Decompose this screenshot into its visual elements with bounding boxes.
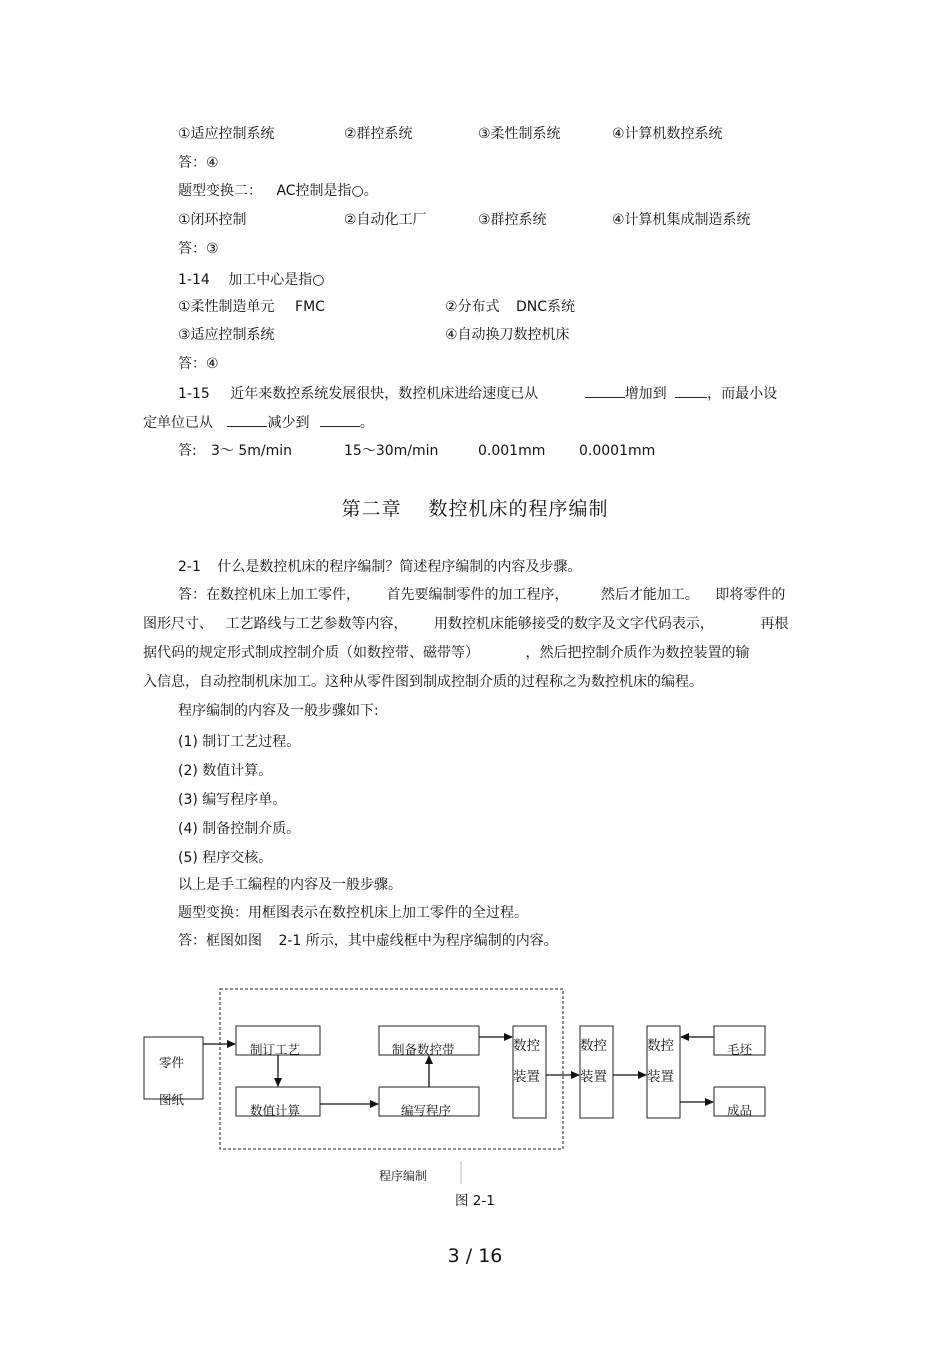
figure-caption: 图 2-1 (455, 1193, 495, 1209)
ans-line2-part3: 用数控机床能够接受的数字及文字代码表示， (433, 616, 714, 632)
q1-13-answer: 答：④ (178, 155, 219, 171)
part-drawing-label-1: 零件 (159, 1055, 185, 1070)
step-1: (1) 制订工艺过程。 (178, 734, 301, 750)
variant: 题型变换：用框图表示在数控机床上加工零件的全过程。 (178, 905, 528, 921)
dashed-frame (220, 989, 563, 1149)
summary: 以上是手工编程的内容及一般步骤。 (178, 877, 402, 893)
step-5: (5) 程序交核。 (178, 850, 273, 866)
q1-14-option-4: ④自动换刀数控机床 (445, 327, 570, 343)
page-number: 3 / 16 (447, 1245, 503, 1267)
nc-device-1-label-1: 数控 (513, 1038, 540, 1054)
step-4: (4) 制备控制介质。 (178, 821, 301, 837)
q1-15-number: 1-15 (178, 386, 210, 402)
steps-intro: 程序编制的内容及一般步骤如下: (178, 703, 379, 719)
variant2-option-3: ③群控系统 (478, 212, 547, 228)
ans-line1-part3: 然后才能加工。 (600, 587, 699, 603)
q1-15-answer-2: 15～30m/min (344, 443, 439, 459)
q1-14-option-1-abbr: FMC (295, 299, 325, 315)
q1-15-text-4: 定单位已从 (143, 415, 213, 431)
q2-1-number: 2-1 (178, 559, 201, 575)
q1-15-text-5: 减少到 (267, 415, 310, 431)
ans-line1-part1: 答：在数控机床上加工零件， (178, 587, 360, 603)
nc-device-3-label-2: 装置 (647, 1069, 674, 1085)
product-label: 成品 (727, 1103, 753, 1118)
q1-14-option-1-text: ①柔性制造单元 (178, 299, 275, 315)
q1-14-text: 加工中心是指○ (228, 272, 325, 288)
ans-line3-part2: ，然后把控制介质作为数控装置的输 (525, 645, 750, 661)
q1-15-text-6: 。 (359, 415, 374, 431)
q1-15-answer-1: 3～ 5m/min (211, 443, 293, 459)
ans-line2-part4: 再根 (760, 616, 789, 632)
ans-line1-part4: 即将零件的 (715, 587, 786, 603)
q2-1-text: 什么是数控机床的程序编制？简述程序编制的内容及步骤。 (217, 559, 582, 575)
variant2-answer: 答：③ (178, 241, 219, 257)
ans-line2-part2: 工艺路线与工艺参数等内容， (225, 616, 408, 632)
process-label: 制订工艺 (250, 1042, 301, 1057)
step-2: (2) 数值计算。 (178, 763, 273, 779)
q1-15-answer-4: 0.0001mm (579, 443, 656, 459)
q1-13-option-3: ③柔性制系统 (478, 126, 561, 142)
make-tape-label: 制备数控带 (392, 1042, 455, 1057)
q2-1-answer-line-4: 入信息，自动控制机床加工。这种从零件图到制成控制介质的过程称之为数控机床的编程。 (143, 674, 703, 690)
ans-line1-part2: 首先要编制零件的加工程序， (386, 587, 569, 603)
variant-answer-part1: 答：框图如图 (178, 933, 262, 949)
q1-14-option-2-abbr: DNC系统 (516, 299, 576, 315)
variant-answer-part2: 2-1 所示，其中虚线框中为程序编制的内容。 (278, 933, 558, 949)
nc-device-1-label-2: 装置 (513, 1069, 540, 1085)
write-program-label: 编写程序 (401, 1103, 452, 1118)
variant2-option-2: ②自动化工厂 (344, 212, 427, 228)
q1-13-option-1: ①适应控制系统 (178, 126, 275, 142)
q1-13-option-2: ②群控系统 (344, 126, 413, 142)
variant2-question-text: AC控制是指○。 (276, 183, 378, 199)
step-3: (3) 编写程序单。 (178, 792, 287, 808)
q1-14-option-3: ③适应控制系统 (178, 327, 275, 343)
nc-device-2-label-1: 数控 (580, 1038, 607, 1054)
calc-label: 数值计算 (250, 1103, 301, 1118)
nc-device-2-label-2: 装置 (580, 1069, 607, 1085)
q1-13-option-4: ④计算机数控系统 (612, 126, 723, 142)
q1-15-answer-3: 0.001mm (478, 443, 546, 459)
q1-14-option-2-text: ②分布式 (445, 299, 500, 315)
q1-14-answer: 答：④ (178, 356, 219, 372)
dashed-frame-label: 程序编制 (379, 1169, 428, 1183)
chapter-title: 第二章 数控机床的程序编制 (341, 498, 609, 520)
variant2-option-4: ④计算机集成制造系统 (612, 212, 751, 228)
ans-line2-part1: 图形尺寸、 (143, 616, 213, 632)
blank-label: 毛坯 (727, 1042, 753, 1057)
part-drawing-label-2: 图纸 (159, 1092, 185, 1107)
q1-14-number: 1-14 (178, 272, 210, 288)
nc-device-3-label-1: 数控 (647, 1038, 674, 1054)
q1-15-answer-prefix: 答: (178, 443, 197, 459)
ans-line3-part1: 据代码的规定形式制成控制介质（如数控带、磁带等） (143, 645, 479, 661)
q1-15-text-2: 增加到 (624, 386, 667, 402)
variant2-option-1: ①闭环控制 (178, 212, 247, 228)
variant2-prefix: 题型变换二： (178, 183, 262, 199)
q1-15-text-1: 近年来数控系统发展很快，数控机床进给速度已从 (230, 386, 539, 402)
q1-15-text-3: ，而最小设 (707, 386, 778, 402)
